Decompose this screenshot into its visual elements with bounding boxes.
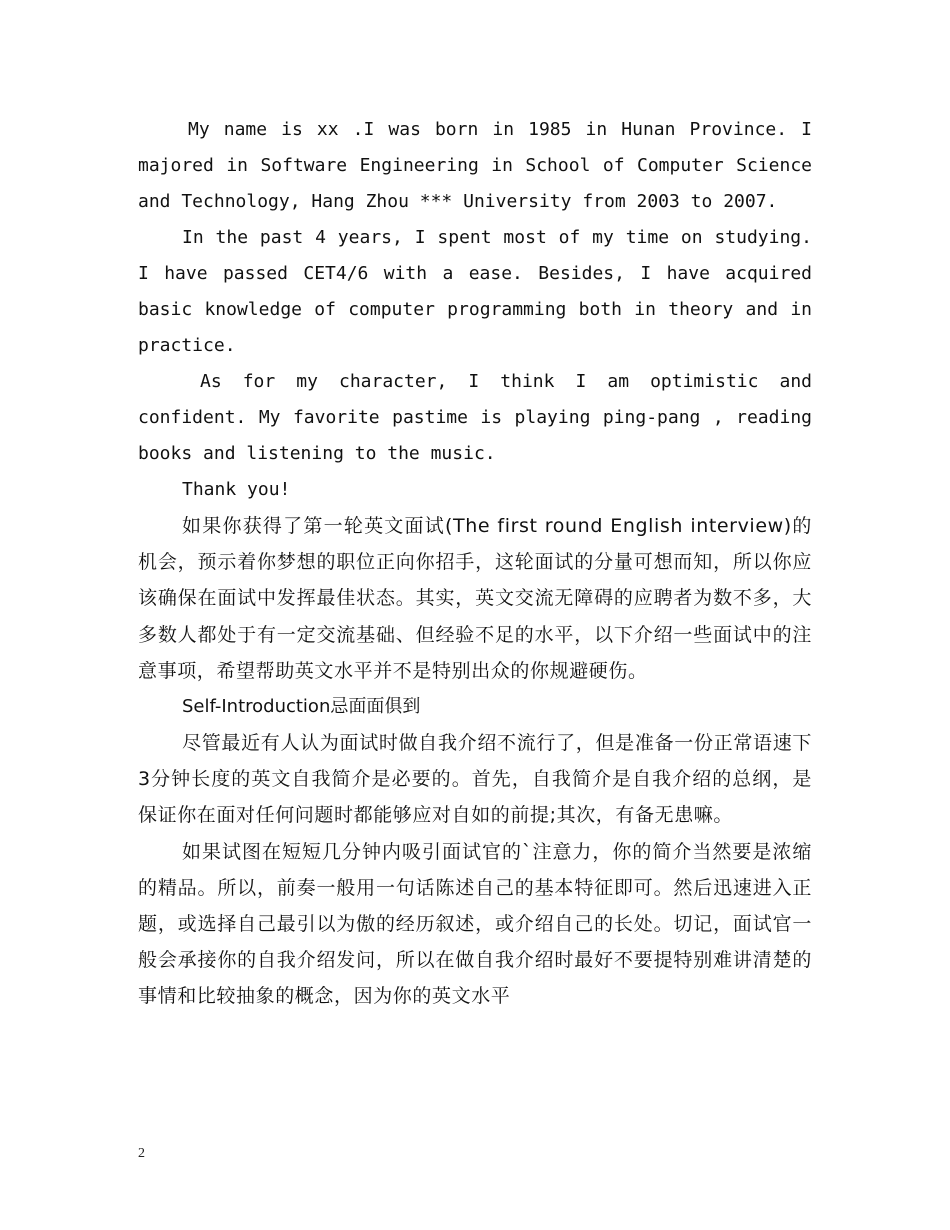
section-heading: Self-Introduction忌面面俱到 [182, 696, 421, 718]
paragraph-interview-intro: 如果你获得了第一轮英文面试(The first round English interview)的机会，预示着你梦想的职位正向你招手，这轮面试的分量可想而知，所以你应该确保在面试中发挥最佳状态。其实，英文交流无障碍的应聘者为数不多，大多数人都处于有一定交流基础、但经验不足的水平，以下介绍一些面试中的注意事项，希望帮助英文水平并不是特别出众的你规避硬伤。 [138, 515, 812, 682]
paragraph-thanks: Thank you! [182, 479, 291, 500]
paragraph-studies: In the past 4 years, I spent most of my time on studying. I have passed CET4/6 with a ease. Besides, I have acquired basic knowledge of computer programming both in theory and in practice. [138, 227, 812, 356]
paragraph-self-introduction-advice: 尽管最近有人认为面试时做自我介绍不流行了，但是准备一份正常语速下3分钟长度的英文自我简介是必要的。首先，自我简介是自我介绍的总纲，是保证你在面对任何问题时都能够应对自如的前提;其次，有备无患嘛。 [138, 732, 812, 827]
page-number: 2 [138, 1146, 145, 1161]
document-body [138, 112, 812, 1015]
paragraph-self-introduction: My name is xx .I was born in 1985 in Hunan Province. I majored in Software Engineering in School of Computer Science and Technology, Hang Zhou *** University from 2003 to 2007. [138, 119, 812, 212]
paragraph-attention-advice: 如果试图在短短几分钟内吸引面试官的`注意力，你的简介当然要是浓缩的精品。所以，前奏一般用一句话陈述自己的基本特征即可。然后迅速进入正题，或选择自己最引以为傲的经历叙述，或介绍自己的长处。切记，面试官一般会承接你的自我介绍发问，所以在做自我介绍时最好不要提特别难讲清楚的事情和比较抽象的概念，因为你的英文水平 [138, 840, 812, 1008]
paragraph-character: As for my character, I think I am optimistic and confident. My favorite pastime is playing ping-pang , reading books and listening to the music. [138, 371, 812, 464]
